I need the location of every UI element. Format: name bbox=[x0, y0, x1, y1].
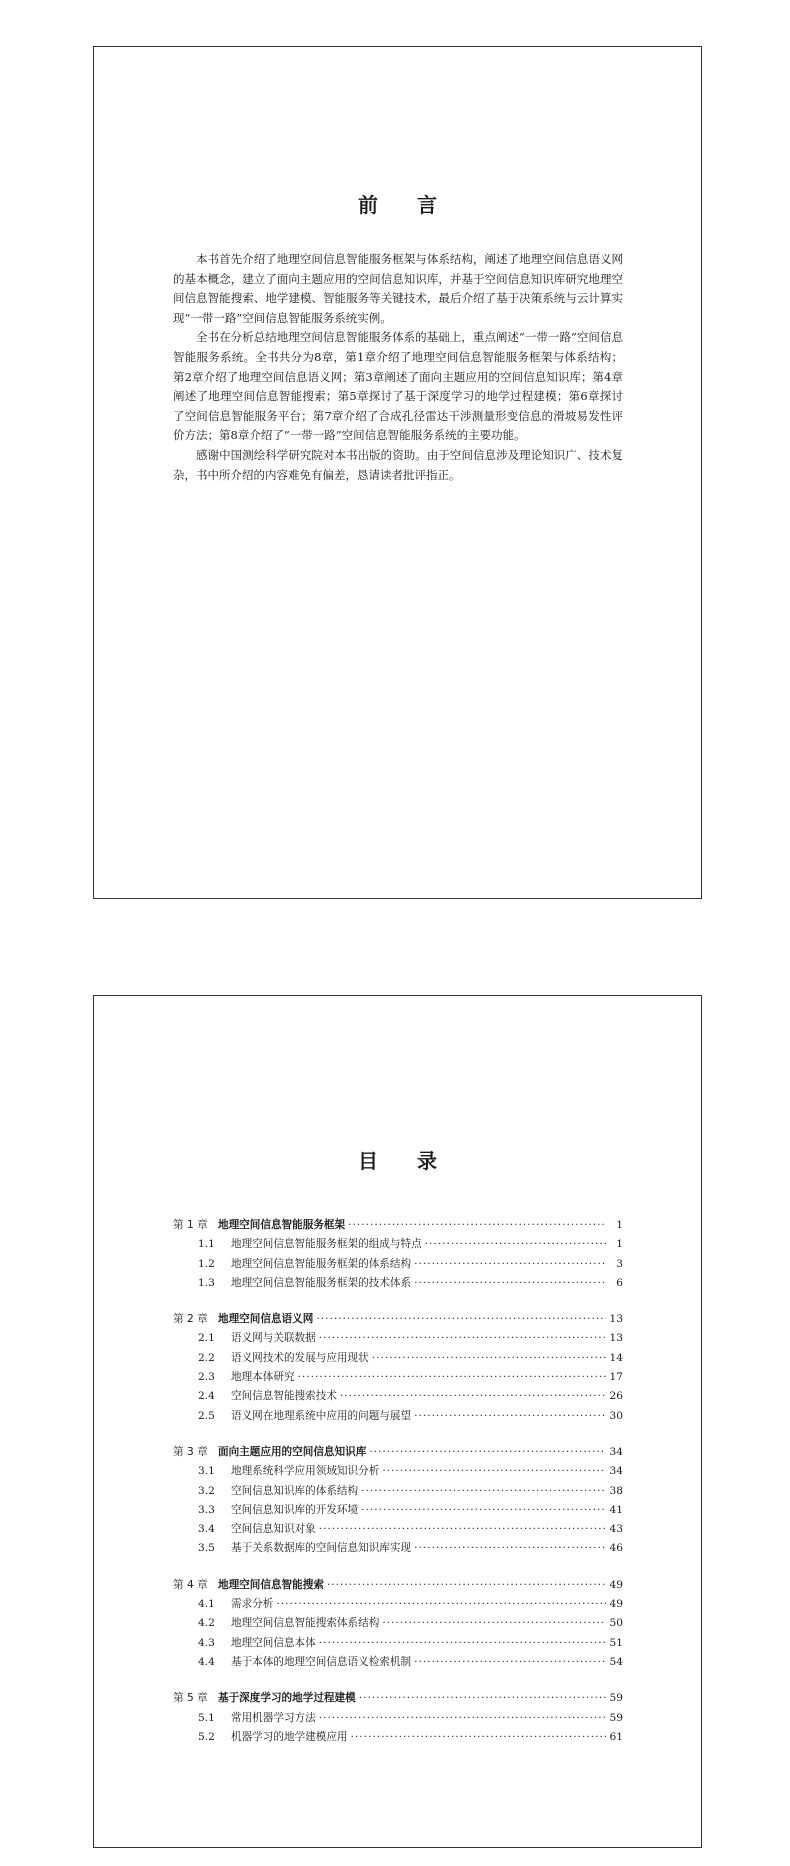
dot-leader bbox=[316, 1310, 606, 1329]
toc-page-number: 43 bbox=[609, 1523, 623, 1536]
toc-section-entry[interactable] bbox=[173, 1539, 623, 1558]
dot-leader bbox=[361, 1482, 606, 1501]
toc-section-entry[interactable] bbox=[173, 1274, 623, 1293]
toc-entry-title: 地理空间信息智能服务框架的体系结构 bbox=[231, 1257, 412, 1270]
dot-leader bbox=[319, 1634, 606, 1653]
toc-section-entry[interactable] bbox=[173, 1368, 623, 1387]
toc-page-number: 30 bbox=[609, 1409, 623, 1422]
toc-entry-number: 1.2 bbox=[198, 1257, 215, 1270]
toc-entry-title: 基于本体的地理空间信息语义检索机制 bbox=[231, 1655, 412, 1668]
dot-leader bbox=[340, 1387, 606, 1406]
toc-entry-number: 2.4 bbox=[198, 1390, 215, 1403]
toc-list bbox=[173, 1216, 623, 1764]
toc-section-entry[interactable] bbox=[173, 1709, 623, 1728]
toc-entry-title: 基于关系数据库的空间信息知识库实现 bbox=[231, 1542, 412, 1555]
toc-section-entry[interactable] bbox=[173, 1387, 623, 1406]
toc-entry-title: 需求分析 bbox=[231, 1598, 274, 1611]
toc-page-number: 41 bbox=[609, 1503, 623, 1516]
dot-leader bbox=[276, 1595, 606, 1614]
toc-page-number: 1 bbox=[616, 1219, 623, 1231]
toc-entry-title: 地理空间信息智能服务框架的组成与特点 bbox=[231, 1238, 422, 1251]
toc-entry-number: 4.1 bbox=[198, 1598, 215, 1611]
toc-entry-title: 空间信息智能搜索技术 bbox=[231, 1390, 337, 1403]
toc-entry-number: 4.3 bbox=[198, 1636, 215, 1649]
dot-leader bbox=[414, 1539, 606, 1558]
toc-entry-number: 4.4 bbox=[198, 1655, 215, 1668]
toc-chapter-block bbox=[173, 1310, 623, 1426]
toc-entry-number: 2.2 bbox=[198, 1351, 215, 1364]
toc-entry-title: 地理空间信息语义网 bbox=[218, 1313, 314, 1326]
toc-page-number: 13 bbox=[609, 1313, 623, 1326]
preface-body bbox=[173, 250, 623, 485]
dot-leader bbox=[382, 1614, 606, 1633]
toc-entry-title: 地理空间信息智能服务框架的技术体系 bbox=[231, 1276, 412, 1289]
toc-entry-number: 3.5 bbox=[198, 1542, 215, 1555]
dot-leader bbox=[361, 1501, 606, 1520]
dot-leader bbox=[327, 1576, 606, 1595]
toc-page-number: 54 bbox=[609, 1655, 623, 1668]
toc-section-entry[interactable] bbox=[173, 1235, 623, 1254]
toc-section-entry[interactable] bbox=[173, 1728, 623, 1747]
toc-section-entry[interactable] bbox=[173, 1520, 623, 1539]
dot-leader bbox=[298, 1368, 606, 1387]
toc-page bbox=[93, 995, 702, 1848]
toc-chapter-entry[interactable] bbox=[173, 1689, 623, 1708]
toc-section-entry[interactable] bbox=[173, 1653, 623, 1672]
toc-page-number: 34 bbox=[609, 1445, 623, 1458]
toc-entry-number: 第 3 章 bbox=[173, 1445, 208, 1458]
toc-page-number: 26 bbox=[609, 1390, 623, 1403]
toc-title: 目 录 bbox=[358, 1149, 453, 1173]
toc-entry-title: 空间信息知识库的体系结构 bbox=[231, 1484, 359, 1497]
toc-entry-number: 第 1 章 bbox=[173, 1219, 208, 1231]
toc-page-number: 46 bbox=[609, 1542, 623, 1555]
toc-entry-number: 第 2 章 bbox=[173, 1313, 208, 1326]
dot-leader bbox=[369, 1443, 606, 1462]
toc-entry-title: 空间信息知识库的开发环境 bbox=[231, 1503, 359, 1516]
dot-leader bbox=[382, 1462, 606, 1481]
toc-chapter-entry[interactable] bbox=[173, 1443, 623, 1462]
dot-leader bbox=[425, 1235, 606, 1254]
dot-leader bbox=[319, 1709, 606, 1728]
toc-page-number: 38 bbox=[609, 1484, 623, 1497]
toc-page-number: 34 bbox=[609, 1465, 623, 1478]
toc-chapter-block bbox=[173, 1443, 623, 1559]
preface-paragraph: 感谢中国测绘科学研究院对本书出版的资助。由于空间信息涉及理论知识广、技术复杂，书中所介绍的内容难免有偏差，恳请读者批评指正。 bbox=[173, 447, 623, 482]
toc-entry-title: 常用机器学习方法 bbox=[231, 1711, 316, 1724]
toc-entry-number: 1.1 bbox=[198, 1238, 215, 1251]
toc-entry-title: 地理空间信息智能搜索 bbox=[218, 1578, 324, 1591]
toc-page-number: 59 bbox=[609, 1692, 623, 1705]
toc-entry-title: 地理空间信息本体 bbox=[231, 1636, 316, 1649]
toc-page-number: 49 bbox=[609, 1578, 623, 1591]
dot-leader bbox=[319, 1329, 606, 1348]
toc-section-entry[interactable] bbox=[173, 1614, 623, 1633]
toc-section-entry[interactable] bbox=[173, 1349, 623, 1368]
toc-entry-title: 地理本体研究 bbox=[231, 1371, 295, 1384]
toc-section-entry[interactable] bbox=[173, 1329, 623, 1348]
toc-entry-number: 2.5 bbox=[198, 1409, 215, 1422]
toc-chapter-block bbox=[173, 1216, 623, 1293]
toc-entry-title: 语义网在地理系统中应用的问题与展望 bbox=[231, 1409, 412, 1422]
toc-chapter-block bbox=[173, 1576, 623, 1672]
preface-paragraph: 全书在分析总结地理空间信息智能服务体系的基础上，重点阐述“一带一路”空间信息智能服务系统。全书共分为8章，第1章介绍了地理空间信息智能服务框架与体系结构；第2章介绍了地理空间信息语义网；第3章阐述了面向主题应用的空间信息知识库；第4章阐述了地理空间信息智能搜索；第5章探讨了基于深度学习的地学过程建模；第6章探讨了空间信息智能服务平台；第7章介绍了合成孔径雷达干涉测量形变信息的滑坡易发性评价方法；第8章介绍了“一带一路”空间信息智能服务系统的主要功能。 bbox=[173, 330, 623, 443]
toc-entry-title: 语义网与关联数据 bbox=[231, 1332, 316, 1345]
toc-page-number: 49 bbox=[609, 1598, 623, 1611]
toc-entry-number: 2.1 bbox=[198, 1332, 215, 1345]
preface-page bbox=[93, 46, 702, 899]
toc-entry-number: 4.2 bbox=[198, 1617, 215, 1630]
toc-chapter-block bbox=[173, 1689, 623, 1747]
toc-section-entry[interactable] bbox=[173, 1501, 623, 1520]
preface-paragraph: 本书首先介绍了地理空间信息智能服务框架与体系结构，阐述了地理空间信息语义网的基本概念，建立了面向主题应用的空间信息知识库，并基于空间信息知识库研究地理空间信息智能搜索、地学建模、智能服务等关键技术，最后介绍了基于决策系统与云计算实现“一带一路”空间信息智能服务系统实例。 bbox=[173, 252, 623, 325]
toc-entry-number: 3.1 bbox=[198, 1465, 215, 1478]
toc-entry-number: 1.3 bbox=[198, 1276, 215, 1289]
dot-leader bbox=[348, 1216, 606, 1235]
toc-page-number: 51 bbox=[609, 1636, 623, 1649]
toc-entry-number: 第 4 章 bbox=[173, 1578, 208, 1591]
toc-section-entry[interactable] bbox=[173, 1462, 623, 1481]
dot-leader bbox=[372, 1349, 606, 1368]
toc-page-number: 17 bbox=[609, 1371, 623, 1384]
dot-leader bbox=[414, 1274, 606, 1293]
toc-page-number: 61 bbox=[609, 1730, 623, 1743]
toc-entry-title: 面向主题应用的空间信息知识库 bbox=[218, 1445, 367, 1458]
dot-leader bbox=[359, 1689, 606, 1708]
dot-leader bbox=[414, 1407, 606, 1426]
toc-section-entry[interactable] bbox=[173, 1482, 623, 1501]
toc-page-number: 3 bbox=[616, 1257, 623, 1270]
toc-page-number: 13 bbox=[609, 1332, 623, 1345]
dot-leader bbox=[414, 1255, 606, 1274]
preface-title: 前 言 bbox=[358, 193, 453, 217]
toc-entry-title: 机器学习的地学建模应用 bbox=[231, 1730, 348, 1743]
toc-page-number: 59 bbox=[609, 1711, 623, 1724]
toc-section-entry[interactable] bbox=[173, 1255, 623, 1274]
toc-entry-number: 2.3 bbox=[198, 1371, 215, 1384]
toc-entry-number: 5.1 bbox=[198, 1711, 215, 1724]
toc-chapter-entry[interactable] bbox=[173, 1576, 623, 1595]
toc-chapter-entry[interactable] bbox=[173, 1216, 623, 1235]
toc-entry-number: 3.3 bbox=[198, 1503, 215, 1516]
toc-page-number: 1 bbox=[616, 1238, 623, 1251]
toc-page-number: 50 bbox=[609, 1617, 623, 1630]
toc-section-entry[interactable] bbox=[173, 1595, 623, 1614]
toc-page-number: 14 bbox=[609, 1351, 623, 1364]
toc-entry-title: 语义网技术的发展与应用现状 bbox=[231, 1351, 369, 1364]
toc-entry-title: 空间信息知识对象 bbox=[231, 1523, 316, 1536]
toc-page-number: 6 bbox=[616, 1276, 623, 1289]
toc-chapter-entry[interactable] bbox=[173, 1310, 623, 1329]
toc-entry-number: 3.2 bbox=[198, 1484, 215, 1497]
dot-leader bbox=[351, 1728, 606, 1747]
toc-section-entry[interactable] bbox=[173, 1634, 623, 1653]
toc-entry-number: 第 5 章 bbox=[173, 1692, 208, 1705]
toc-entry-number: 3.4 bbox=[198, 1523, 215, 1536]
dot-leader bbox=[414, 1653, 606, 1672]
toc-entry-title: 地理空间信息智能服务框架 bbox=[218, 1219, 346, 1231]
toc-entry-title: 地理系统科学应用领域知识分析 bbox=[231, 1465, 380, 1478]
dot-leader bbox=[319, 1520, 606, 1539]
toc-entry-number: 5.2 bbox=[198, 1730, 215, 1743]
toc-entry-title: 地理空间信息智能搜索体系结构 bbox=[231, 1617, 380, 1630]
toc-entry-title: 基于深度学习的地学过程建模 bbox=[218, 1692, 356, 1705]
toc-section-entry[interactable] bbox=[173, 1407, 623, 1426]
